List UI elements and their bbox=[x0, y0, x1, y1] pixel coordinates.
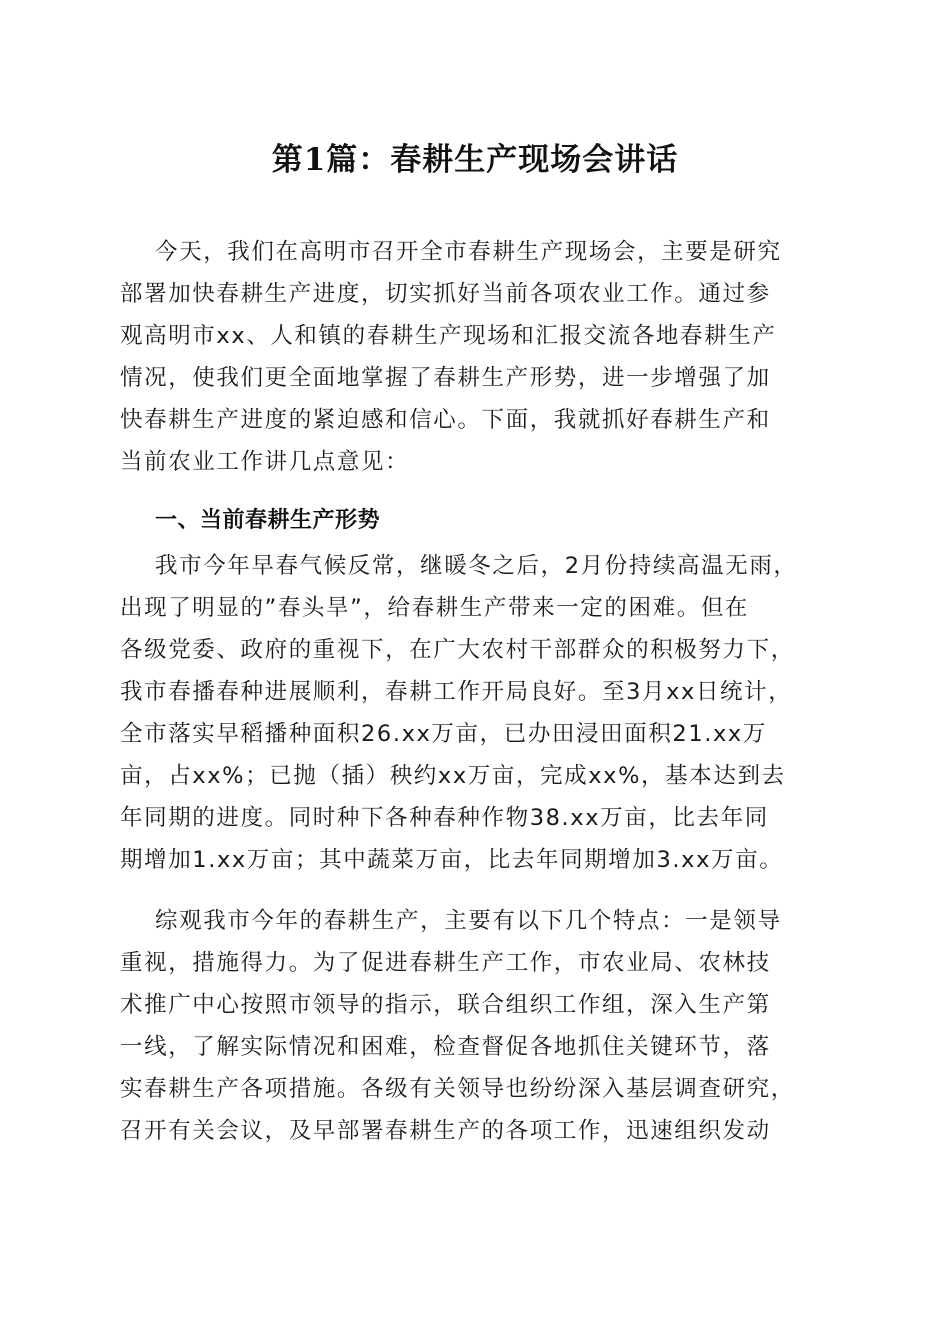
paragraph-3-line-2: 重视，措施得力。为了促进春耕生产工作，市农业局、农林技 bbox=[120, 950, 771, 976]
paragraph-2-line-5: 全市落实早稻播种面积26.xx万亩，已办田浸田面积21.xx万 bbox=[120, 721, 767, 747]
paragraph-3-line-6: 召开有关会议，及早部署春耕生产的各项工作，迅速组织发动 bbox=[120, 1118, 771, 1144]
paragraph-1-line-6: 当前农业工作讲几点意见： bbox=[120, 449, 410, 475]
paragraph-1-line-1: 今天，我们在高明市召开全市春耕生产现场会，主要是研究 bbox=[155, 239, 782, 265]
paragraph-2-line-7: 年同期的进度。同时种下各种春种作物38.xx万亩，比去年同 bbox=[120, 805, 769, 831]
document-title: 第1篇：春耕生产现场会讲话 bbox=[271, 142, 679, 178]
paragraph-2-line-4: 我市春播春种进展顺利，春耕工作开局良好。至3月xx日统计， bbox=[120, 679, 793, 705]
paragraph-3-line-4: 一线，了解实际情况和困难，检查督促各地抓住关键环节，落 bbox=[120, 1034, 771, 1060]
paragraph-2-line-1: 我市今年早春气候反常，继暖冬之后，2月份持续高温无雨， bbox=[155, 553, 798, 579]
paragraph-2-line-8: 期增加1.xx万亩；其中蔬菜万亩，比去年同期增加3.xx万亩。 bbox=[120, 847, 784, 873]
paragraph-1-line-5: 快春耕生产进度的紧迫感和信心。下面，我就抓好春耕生产和 bbox=[120, 407, 771, 433]
paragraph-1-line-4: 情况，使我们更全面地掌握了春耕生产形势，进一步增强了加 bbox=[120, 365, 771, 391]
paragraph-1-line-3: 观高明市xx、人和镇的春耕生产现场和汇报交流各地春耕生产 bbox=[120, 323, 777, 349]
paragraph-2-line-3: 各级党委、政府的重视下，在广大农村干部群众的积极努力下， bbox=[120, 637, 795, 663]
paragraph-3-line-5: 实春耕生产各项措施。各级有关领导也纷纷深入基层调查研究， bbox=[120, 1076, 795, 1102]
paragraph-2-line-6: 亩，占xx%；已抛（插）秧约xx万亩，完成xx%，基本达到去 bbox=[120, 763, 786, 789]
paragraph-2-line-2: 出现了明显的”春头旱”，给春耕生产带来一定的困难。但在 bbox=[120, 595, 750, 621]
paragraph-3-line-1: 综观我市今年的春耕生产，主要有以下几个特点：一是领导 bbox=[155, 908, 782, 934]
paragraph-3-line-3: 术推广中心按照市领导的指示，联合组织工作组，深入生产第 bbox=[120, 992, 771, 1018]
section-heading-1: 一、当前春耕生产形势 bbox=[155, 508, 381, 533]
paragraph-1-line-2: 部署加快春耕生产进度，切实抓好当前各项农业工作。通过参 bbox=[120, 281, 771, 307]
